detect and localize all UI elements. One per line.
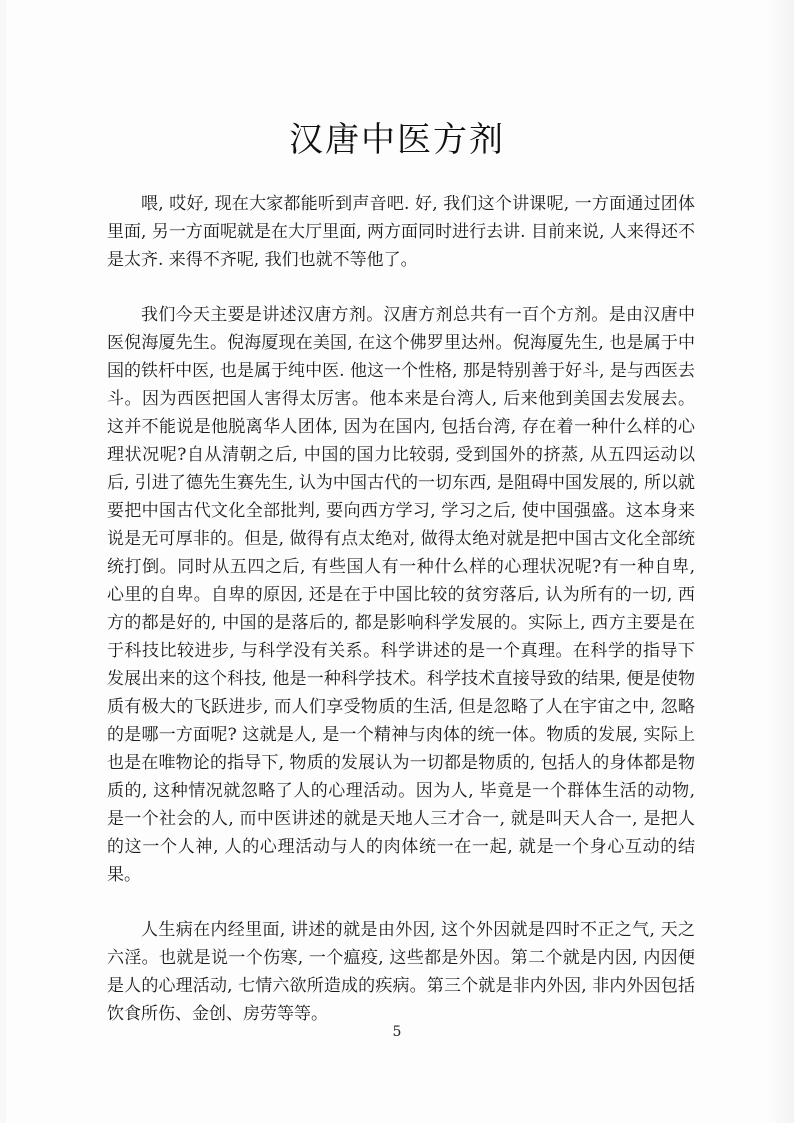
body-text bbox=[107, 190, 695, 1055]
paragraph-causes: 人生病在内经里面, 讲述的就是由外因, 这个外因就是四时不正之气, 天之六淫。也就是说一个伤寒, 一个瘟疫, 这些都是外因。第二个就是内因, 内因便是人的心理活动, 七情六欲所造成的疾病。第三个就是非内外因, 非内外因包括饮食所伤、金创、房劳等等。 bbox=[107, 920, 695, 1024]
page-number: 5 bbox=[392, 1024, 402, 1040]
page-left-edge bbox=[0, 0, 6, 1123]
page-title: 汉唐中医方剂 bbox=[289, 120, 505, 160]
page-right-edge bbox=[766, 0, 794, 1123]
paragraph-intro: 喂, 哎好, 现在大家都能听到声音吧. 好, 我们这个讲课呢, 一方面通过团体里面, 另一方面呢就是在大厅里面, 两方面同时进行去讲. 目前来说, 人来得还不是太齐. 来得不齐呢, 我们也就不等他了。 bbox=[107, 194, 695, 270]
paragraph-main: 我们今天主要是讲述汉唐方剂。汉唐方剂总共有一百个方剂。是由汉唐中医倪海厦先生。倪海厦现在美国, 在这个佛罗里达州。倪海厦先生, 也是属于中国的铁杆中医, 也是属于纯中医. 他这一个性格, 那是特别善于好斗, 是与西医去斗。因为西医把国人害得太厉害。他本来是台湾人, 后来他到美国去发展去。这并不能说是他脱离华人团体, 因为在国内, 包括台湾, 存在着一种什么样的心理状况呢?自从清朝之后, 中国的国力比较弱, 受到国外的挤蒸, 从五四运动以后, 引进了德先生赛先生, 认为中国古代的一切东西, 是阻碍中国发展的, 所以就要把中国古代文化全部批判, 要向西方学习, 学习之后, 使中国强盛。这本身来说是无可厚非的。但是, 做得有点太绝对, 做得太绝对就是把中国古文化全部统统打倒。同时从五四之后, 有些国人有一种什么样的心理状况呢?有一种自卑, 心里的自卑。自卑的原因, 还是在于中国比较的贫穷落后, 认为所有的一切, 西方的都是好的, 中国的是落后的, 都是影响科学发展的。实际上, 西方主要是在于科技比较进步, 与科学没有关系。科学讲述的是一个真理。在科学的指导下发展出来的这个科技, 他是一种科学技术。科学技术直接导致的结果, 便是使物质有极大的飞跃进步, 而人们享受物质的生活, 但是忽略了人在宇宙之中, 忽略的是哪一方面呢? 这就是人, 是一个精神与肉体的统一体。物质的发展, 实际上也是在唯物论的指导下, 物质的发展认为一切都是物质的, 包括人的身体都是物质的, 这种情况就忽略了人的心理活动。因为人, 毕竟是一个群体生活的动物, 是一个社会的人, 而中医讲述的就是天地人三才合一, 就是叫天人合一, 是把人的这一个人神, 人的心理活动与人的肉体统一在一起, 就是一个身心互动的结果。 bbox=[107, 305, 695, 885]
